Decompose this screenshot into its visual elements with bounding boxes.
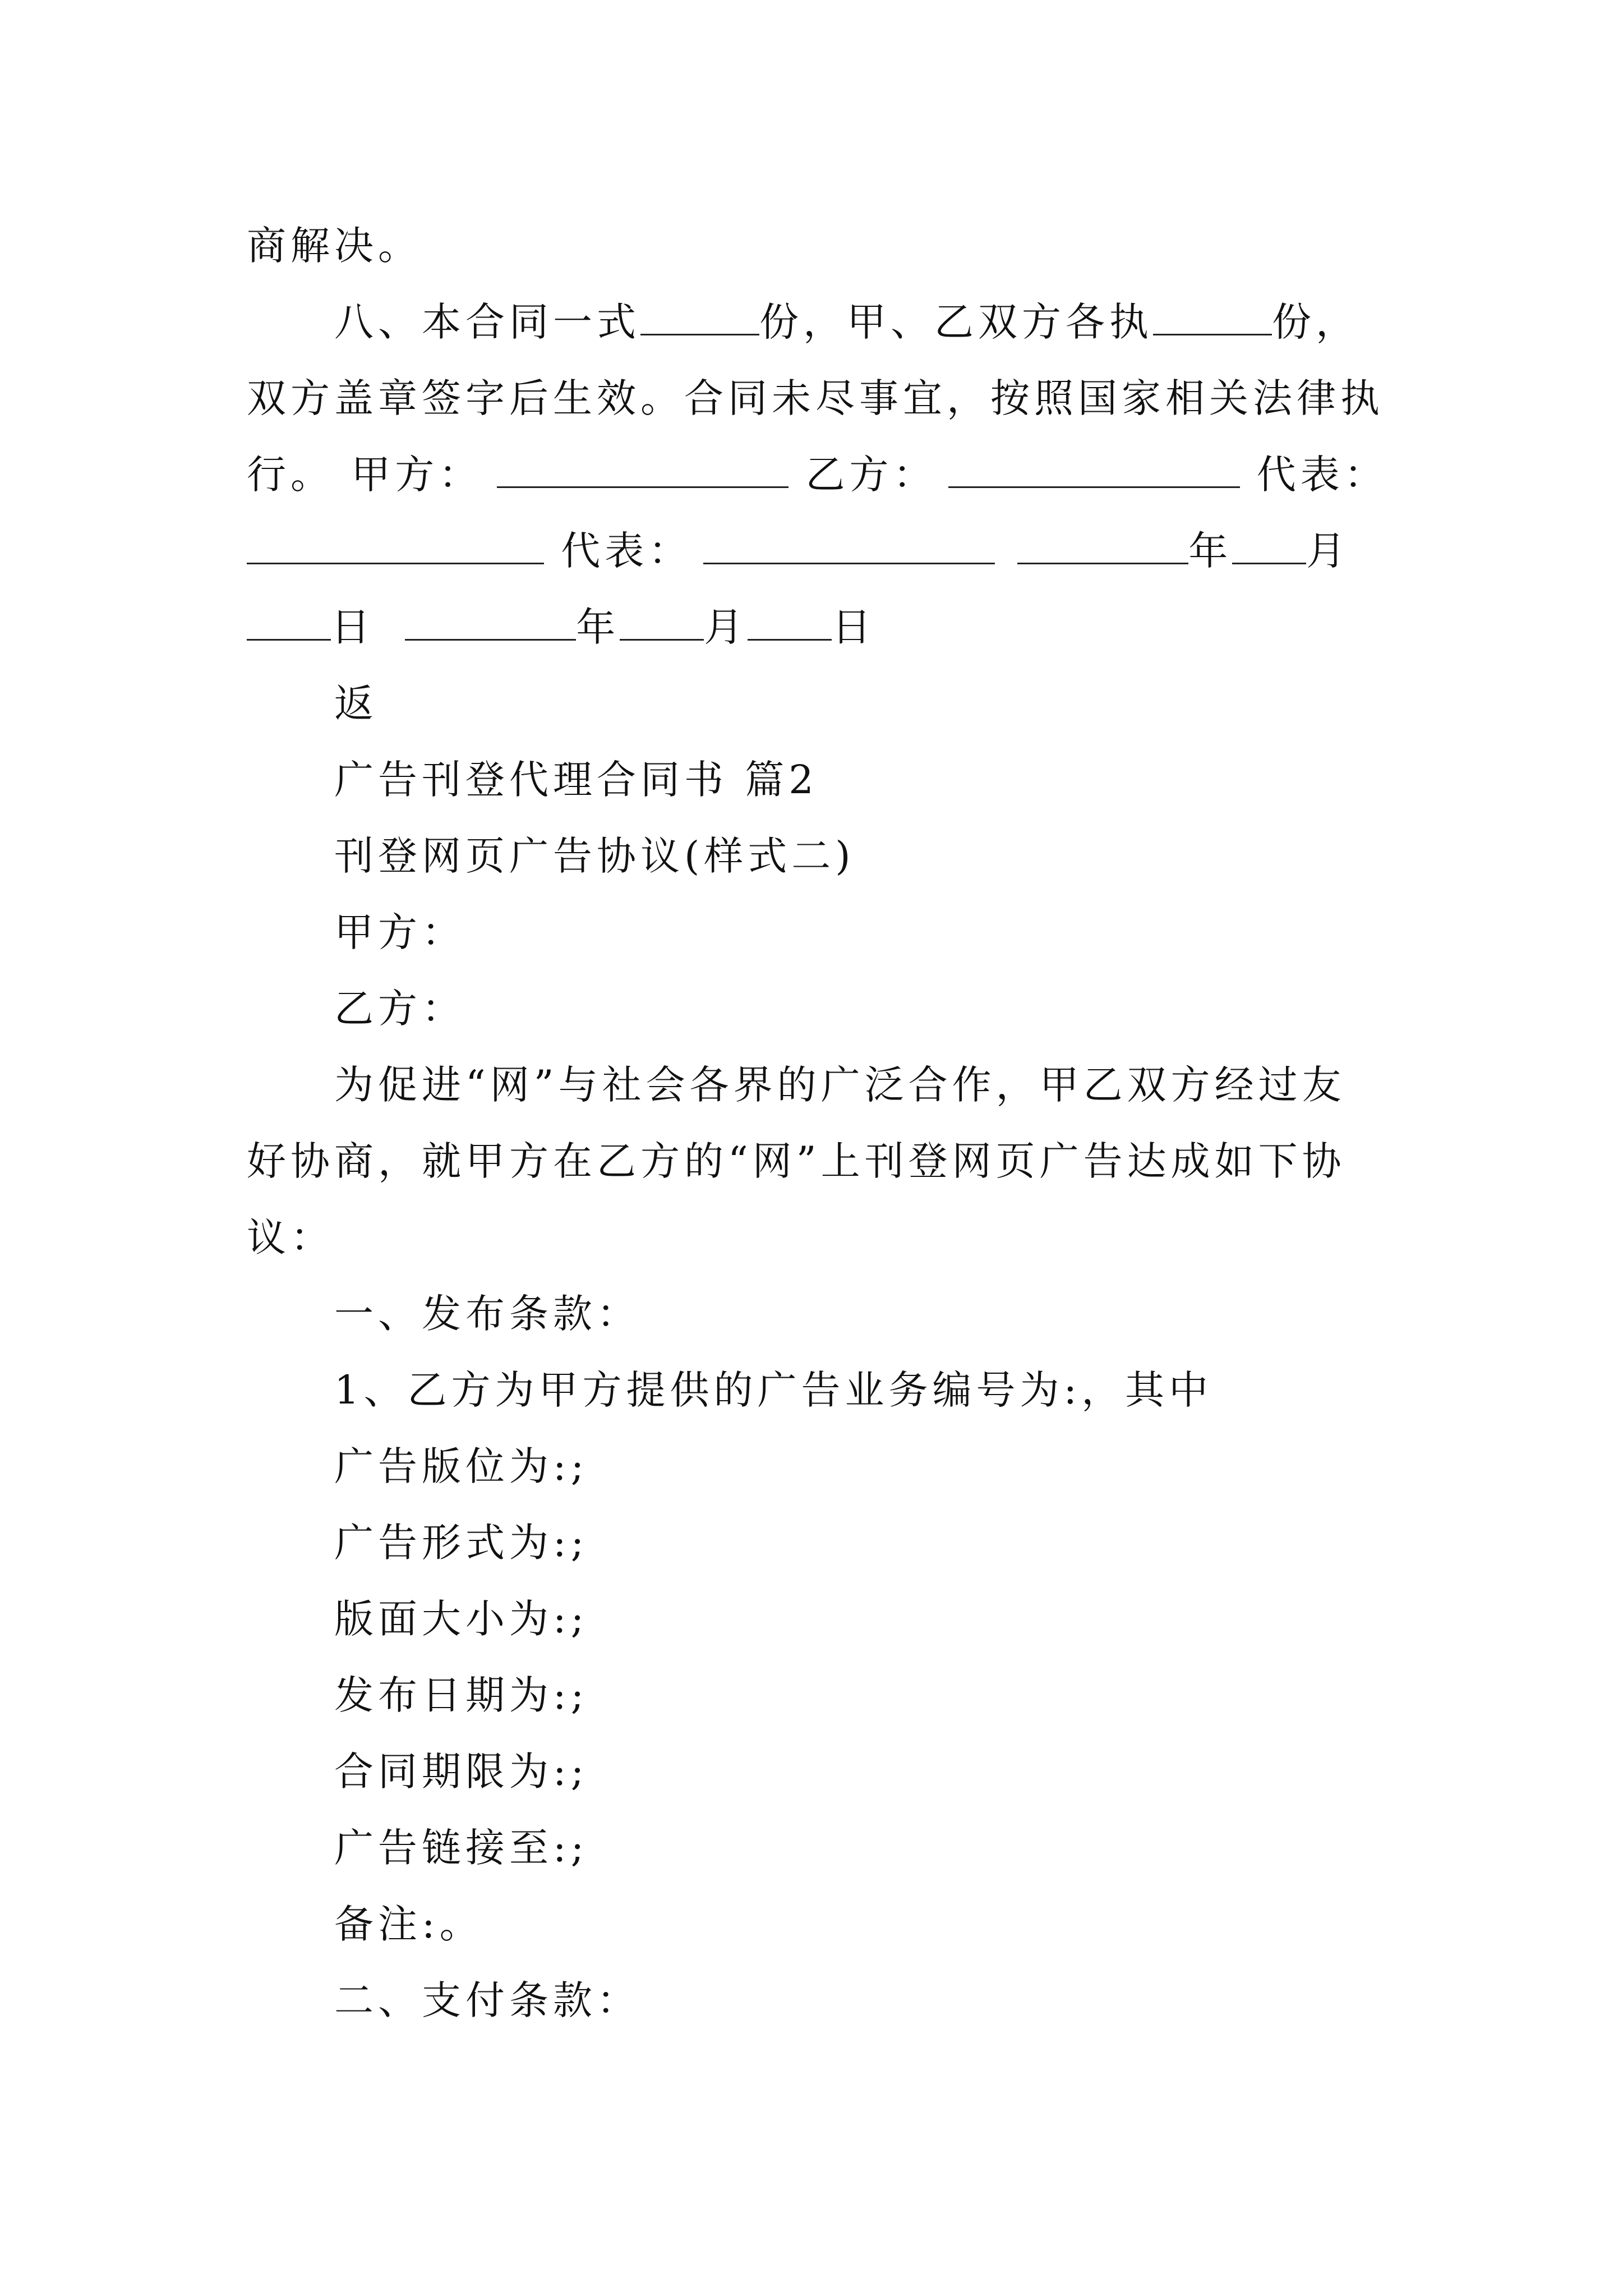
line-text: 商解决。: [247, 223, 422, 269]
text-line: [247, 1047, 1385, 1123]
line-text: 二、支付条款：: [334, 1977, 640, 2023]
fill-blank: [405, 606, 576, 641]
line-text: 乙方：: [334, 986, 465, 1032]
line-text: 广告链接至:;: [334, 1825, 589, 1871]
line-text: 1、乙方为甲方提供的广告业务编号为:，其中: [334, 1367, 1213, 1413]
line-text: 备注:。: [334, 1901, 483, 1947]
line-text: 广告版位为:;: [334, 1443, 589, 1489]
line-text: 代表：: [544, 528, 693, 574]
text-line: [247, 1352, 1385, 1428]
fill-blank: [1232, 530, 1306, 564]
fill-blank: [948, 454, 1240, 488]
fill-blank: [640, 301, 759, 335]
text-line: [247, 1886, 1385, 1962]
fill-blank: [620, 606, 704, 641]
line-text: 广告刊登代理合同书 篇2: [334, 757, 818, 803]
line-text: 刊登网页广告协议(样式二): [334, 833, 855, 879]
line-text: 年: [1188, 528, 1233, 574]
line-text: 双方盖章签字后生效。合同未尽事宜，按照国家相关法律执: [247, 375, 1384, 421]
clause-heading: [247, 1962, 1385, 2039]
line-text: 日: [832, 604, 876, 650]
text-line: [247, 589, 1385, 665]
line-text: 广告形式为:;: [334, 1520, 589, 1566]
text-line: [247, 208, 1385, 284]
document-body: [247, 208, 1388, 2039]
line-text: 好协商，就甲方在乙方的“网”上刊登网页广告达成如下协: [247, 1138, 1346, 1184]
line-text: 议：: [247, 1214, 334, 1260]
line-text: 版面大小为:;: [334, 1596, 589, 1642]
party-b-line: [247, 970, 1385, 1047]
line-text: 份，甲、乙双方各执: [759, 299, 1153, 345]
line-text: 月: [1306, 528, 1350, 574]
text-line: [247, 1123, 1385, 1199]
text-line: [247, 1733, 1385, 1810]
line-text: 返: [334, 680, 378, 726]
fill-blank: [703, 530, 995, 564]
text-line: [247, 1504, 1385, 1581]
line-text: 份，: [1272, 299, 1359, 345]
fill-blank: [1153, 301, 1272, 335]
line-text: 代表：: [1239, 452, 1388, 498]
line-text: 一、发布条款：: [334, 1291, 640, 1337]
fill-blank: [247, 606, 331, 641]
text-line: [247, 360, 1385, 436]
fill-blank: [748, 606, 832, 641]
text-line: [247, 1581, 1385, 1657]
line-text: 八、本合同一式: [334, 299, 640, 345]
text-line: [247, 284, 1385, 360]
text-line: [247, 1428, 1385, 1504]
line-text: 日: [331, 604, 392, 650]
line-text: 甲方：: [334, 909, 465, 955]
party-a-line: [247, 894, 1385, 970]
fill-blank: [497, 454, 789, 488]
line-text: 乙方：: [789, 452, 937, 498]
section-heading: [247, 742, 1385, 818]
fill-blank: [1017, 530, 1188, 564]
clause-heading: [247, 1276, 1385, 1352]
text-line: [247, 513, 1385, 589]
text-line: [247, 665, 1385, 742]
line-text: 合同期限为:;: [334, 1749, 589, 1795]
text-line: [247, 1199, 1385, 1276]
text-line: [247, 436, 1388, 513]
text-line: [247, 1810, 1385, 1886]
line-text: 月: [704, 604, 748, 650]
line-text: 行。 甲方：: [247, 452, 483, 498]
document-subtitle: [247, 818, 1385, 894]
text-line: [247, 1657, 1385, 1733]
line-text: 发布日期为:;: [334, 1672, 589, 1718]
line-text: 为促进“网”与社会各界的广泛合作，甲乙双方经过友: [334, 1062, 1346, 1108]
line-text: 年: [576, 604, 620, 650]
fill-blank: [247, 530, 544, 564]
